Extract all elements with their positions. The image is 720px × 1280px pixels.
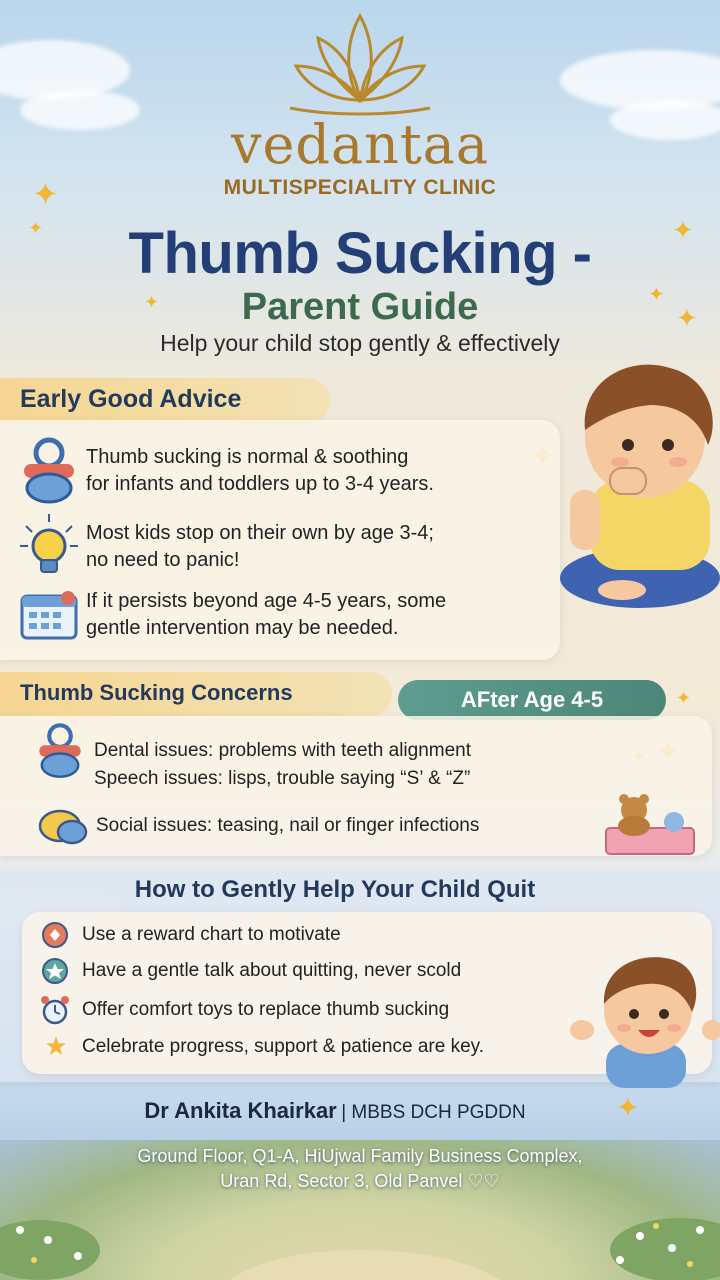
alarm-clock-icon: [38, 994, 72, 1026]
list-item-text: Speech issues: lisps, trouble saying “S’ & “Z”: [94, 768, 471, 789]
pacifier-icon: [32, 722, 88, 780]
section-heading-help-quit: [0, 876, 670, 904]
list-item-text: Use a reward chart to motivate: [82, 924, 341, 945]
clinic-address: [0, 1144, 720, 1194]
sparkle-icon: ✦: [648, 282, 665, 306]
happy-child-illustration: [566, 948, 720, 1088]
sparkle-icon: ✦: [32, 175, 59, 213]
clinic-subtitle: MULTISPECIALITY CLINIC: [223, 176, 497, 199]
section-heading-label: Thumb Sucking Concerns: [20, 680, 293, 705]
section-heading-label: Early Good Advice: [20, 385, 242, 413]
list-item: [40, 1032, 484, 1062]
reward-badge-icon: [38, 920, 72, 950]
list-item-text: Social issues: teasing, nail or finger infections: [96, 815, 480, 836]
sparkle-icon: ✦: [676, 304, 698, 334]
page-tagline: Help your child stop gently & effectively: [160, 330, 560, 356]
clinic-name: vedantaa: [230, 113, 490, 176]
list-item: [38, 994, 449, 1026]
list-item: [18, 512, 434, 582]
page-subtitle: Parent Guide: [241, 286, 479, 328]
list-item-text: for infants and toddlers up to 3-4 years.: [86, 473, 434, 495]
list-item-text: Offer comfort toys to replace thumb sucking: [82, 999, 450, 1020]
sparkle-icon: ✦: [672, 216, 694, 246]
address-line-2: Uran Rd, Sector 3, Old Panvel ♡♡: [220, 1171, 500, 1191]
address-line-1: Ground Floor, Q1-A, HiUjwal Family Business Complex,: [137, 1146, 583, 1166]
list-item-text: Thumb sucking is normal & soothing: [86, 446, 409, 468]
sparkle-icon: ✦: [28, 218, 44, 239]
teddy-bear-toybox-illustration: [604, 794, 696, 856]
calendar-icon: [18, 588, 80, 642]
list-item-text: gentle intervention may be needed.: [86, 617, 399, 639]
lotus-icon: [260, 8, 460, 118]
list-item: [38, 956, 461, 986]
list-item: [36, 806, 479, 846]
list-item-text: no need to panic!: [86, 549, 240, 571]
list-item: [38, 920, 341, 950]
pacifier-icon: [18, 436, 80, 506]
speech-bubble-icon: [36, 806, 90, 846]
age-badge: [398, 680, 666, 720]
list-item: [18, 588, 446, 642]
sparkle-icon: ✦: [676, 688, 692, 709]
lightbulb-icon: [18, 512, 80, 582]
clinic-logo: [0, 8, 720, 200]
list-item-text: Most kids stop on their own by age 3-4;: [86, 522, 434, 544]
sparkle-icon: ✦: [616, 1091, 640, 1124]
section-heading-label: How to Gently Help Your Child Quit: [134, 876, 536, 903]
list-item: [18, 436, 434, 506]
section-heading-concerns: [0, 672, 392, 716]
doctor-name: Dr Ankita Khairkar: [144, 1098, 337, 1123]
list-item-text: Dental issues: problems with teeth alignment: [94, 740, 472, 761]
sparkle-icon: ✦: [144, 292, 160, 313]
list-item-text: If it persists beyond age 4-5 years, some: [86, 590, 447, 612]
star-icon: ★: [44, 1032, 68, 1062]
list-item-text: Have a gentle talk about quitting, never scold: [82, 960, 462, 981]
section-heading-early-advice: [0, 378, 330, 424]
doctor-credentials: | MBBS DCH PGDDN: [341, 1102, 526, 1123]
page-title: Thumb Sucking -: [128, 221, 592, 286]
list-item-text: Celebrate progress, support & patience are key.: [82, 1036, 485, 1057]
child-thumb-sucking-illustration: [550, 350, 720, 612]
doctor-info: [0, 1098, 670, 1124]
age-badge-label: AFter Age 4-5: [460, 687, 604, 712]
star-badge-icon: [38, 956, 72, 986]
list-item: [94, 766, 470, 792]
